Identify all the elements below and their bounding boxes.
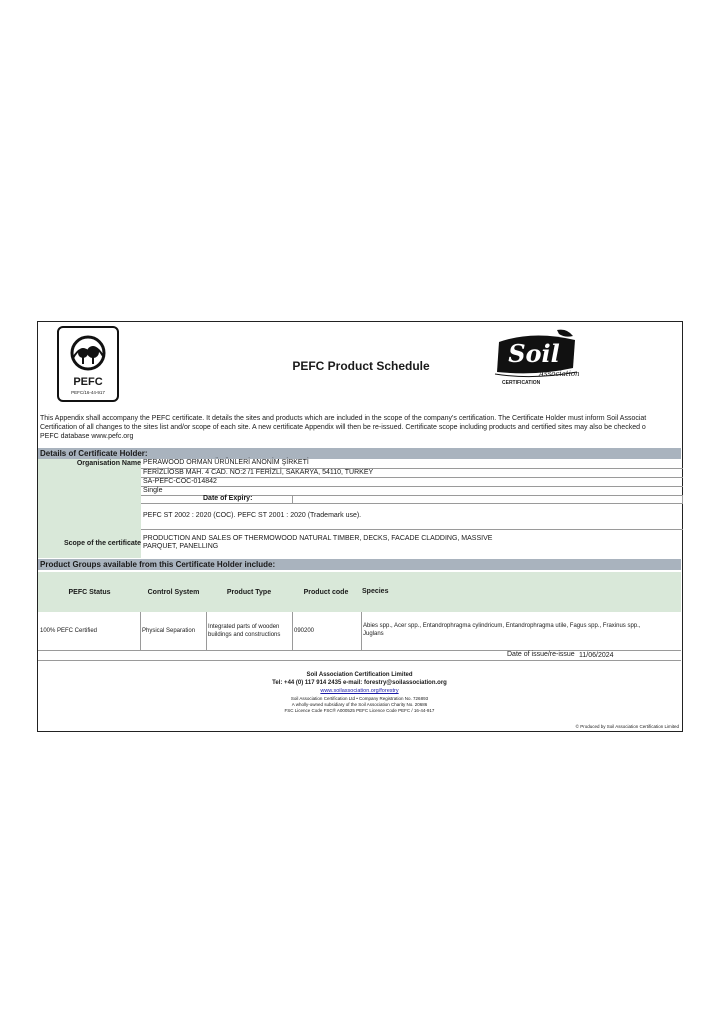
expiry-label: Date of Expiry: — [203, 495, 253, 502]
address-value: FERİZLİOSB MAH. 4 CAD. NO:2 /1 FERİZLİ, SAKARYA, 54110, TURKEY — [141, 468, 683, 478]
col-product-type: Product Type — [226, 589, 272, 596]
footer-subsidiary: A wholly-owned subsidiary of the Soil Association Charity No. 20686 — [291, 702, 428, 707]
cell-product-type — [208, 624, 280, 639]
product-groups-heading: Product Groups available from this Certificate Holder include: — [38, 559, 681, 570]
product-schedule-sheet — [37, 321, 683, 732]
pefc-wordmark: PEFC — [73, 376, 103, 388]
soil-sub-certification: CERTIFICATION — [502, 380, 541, 386]
intro-text — [40, 414, 681, 441]
scope-line-2: PARQUET, PANELLING — [143, 543, 219, 550]
org-name-value: PERAWOOD ORMAN ÜRÜNLERİ ANONİM ŞİRKETİ — [141, 459, 683, 469]
footer-produced-by: © Produced by Soil Association Certification Limited — [575, 724, 679, 729]
cert-code-value: SA-PEFC-COC-014842 — [141, 477, 683, 487]
col-species: Species — [362, 588, 389, 595]
row-divider-2 — [206, 612, 207, 650]
species-line-2: Juglans — [363, 630, 384, 637]
issue-date-label: Date of issue/re-issue — [507, 651, 575, 658]
intro-line-2: Certification of all changes to the sites list and/or scope of each site. A new certificate Appendix will then be re-issued. Certificate scope including products and certified sites may also be checked o — [40, 424, 646, 431]
soil-association-logo — [493, 328, 583, 390]
col-control-system: Control System — [147, 589, 200, 596]
cell-status: 100% PEFC Certified — [40, 628, 98, 634]
soil-wordmark: Soil — [508, 339, 560, 368]
product-type-line-2: buildings and constructions — [208, 631, 281, 638]
footer — [38, 671, 681, 714]
cert-type-value: Single — [141, 486, 683, 496]
footer-contact: Tel: +44 (0) 117 914 2435 e-mail: forestry@soilassociation.org — [272, 680, 447, 686]
product-type-line-1: Integrated parts of wooden — [208, 624, 280, 630]
standards-value: PEFC ST 2002 : 2020 (COC). PEFC ST 2001 : 2020 (Trademark use). — [141, 503, 683, 530]
row-divider-4 — [361, 612, 362, 650]
scope-label: Scope of the certificate — [63, 540, 141, 547]
intro-line-1: This Appendix shall accompany the PEFC certificate. It details the sites and products which are included in the scope of the company's certification. The Certificate Holder must inform Soil Associat — [40, 415, 647, 422]
intro-line-3: PEFC database www.pefc.org — [40, 433, 134, 440]
issue-date-value: 11/06/2024 — [579, 652, 614, 659]
col-pefc-status: PEFC Status — [68, 589, 111, 596]
table-row — [38, 612, 681, 651]
scope-value — [141, 535, 683, 551]
details-heading: Details of Certificate Holder: — [38, 448, 681, 459]
footer-website-wrap — [38, 687, 681, 696]
pefc-code: PEFC/16-44-917 — [71, 390, 105, 395]
page-title: PEFC Product Schedule — [292, 359, 430, 373]
cell-species — [363, 623, 640, 638]
footer-registration: Soil Association Certification Ltd • Company Registration No. 726893 — [290, 696, 429, 701]
cell-control: Physical Separation — [142, 628, 196, 634]
row-divider-3 — [292, 612, 293, 650]
row-divider-1 — [140, 612, 141, 650]
footer-website-link[interactable]: www.soilassociation.org/forestry — [320, 688, 399, 694]
footer-licence: FSC Licence Code FSC® A000525 PEFC Licence Code PEFC / 16-44-917 — [284, 708, 435, 713]
footer-company: Soil Association Certification Limited — [306, 672, 413, 678]
species-line-1: Abies spp., Acer spp., Entandrophragma cylindricum, Entandrophragma utile, Fagus spp., Fraxinus spp., — [363, 623, 641, 629]
org-name-label: Organisation Name — [76, 460, 141, 467]
scope-line-1: PRODUCTION AND SALES OF THERMOWOOD NATURAL TIMBER, DECKS, FACADE CLADDING, MASSIVE — [143, 535, 493, 542]
col-product-code: Product code — [303, 589, 349, 596]
issue-date-row — [38, 650, 681, 661]
cell-product-code: 090200 — [294, 628, 315, 634]
soil-sub-association: Association — [539, 370, 580, 378]
